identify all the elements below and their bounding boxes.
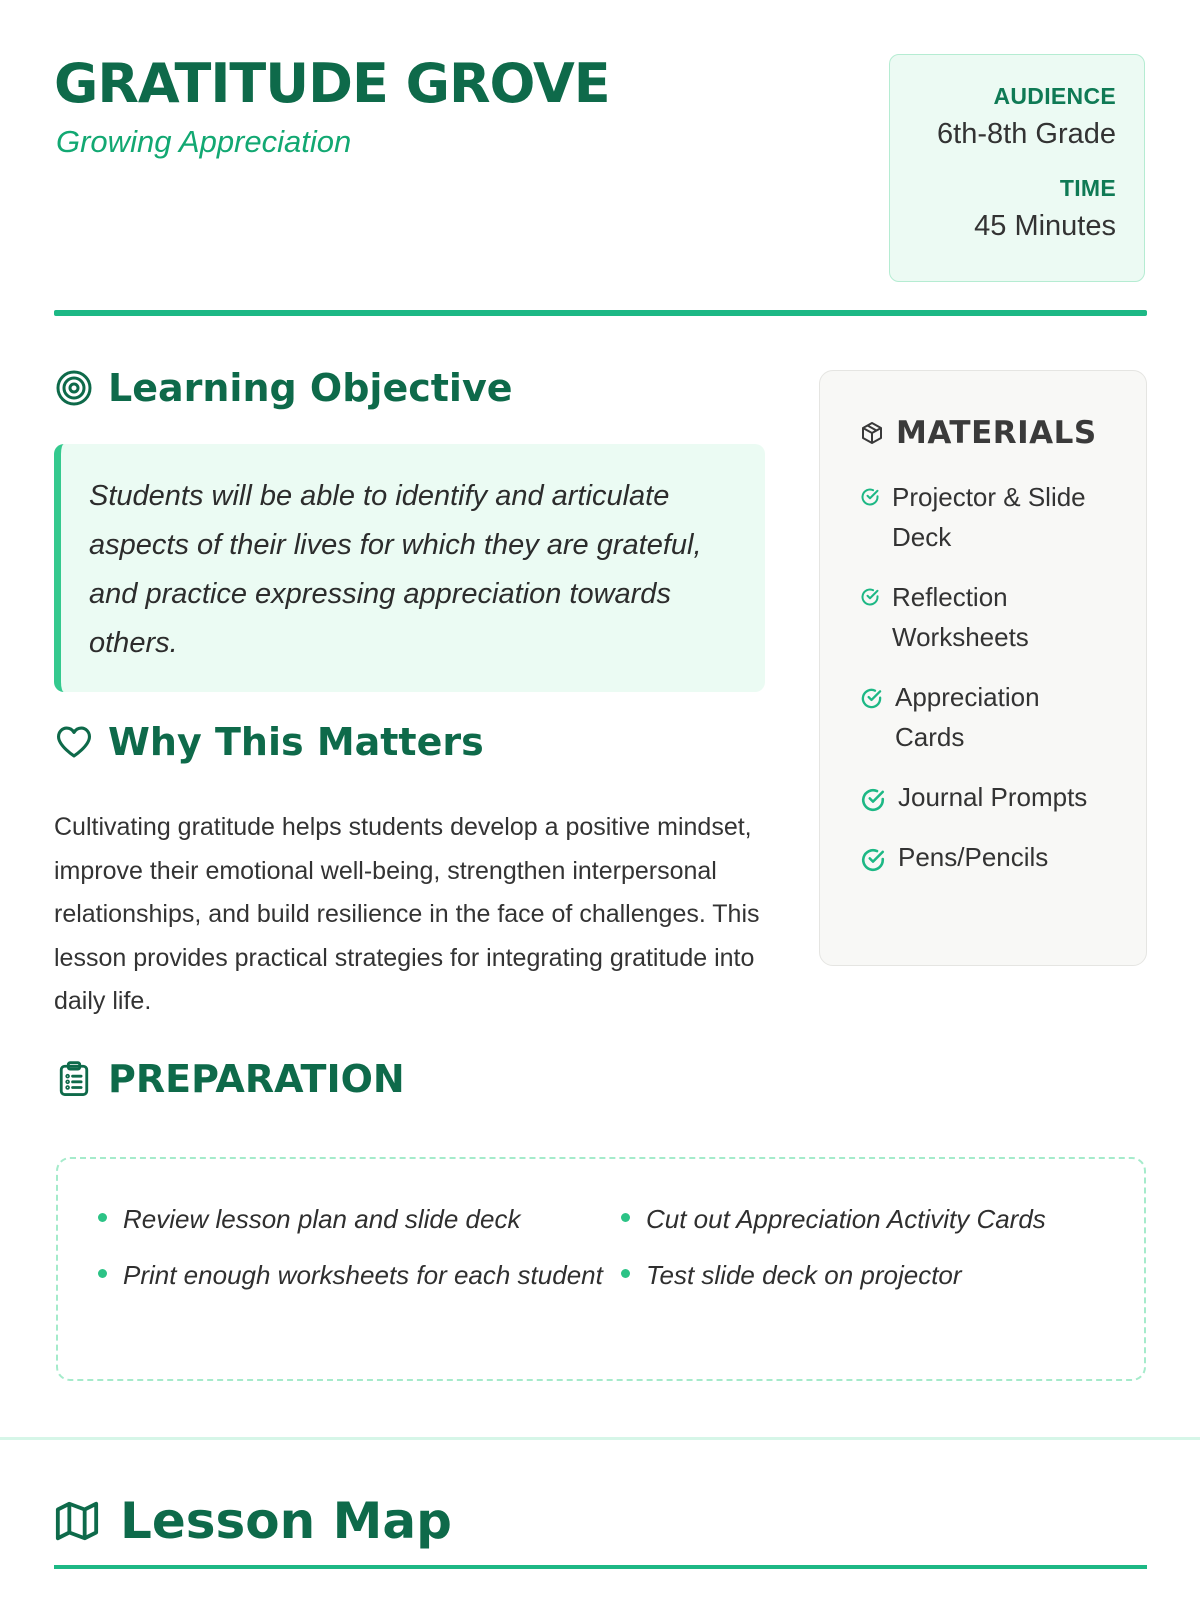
list-item — [621, 1255, 1071, 1295]
objective-heading-text: Learning Objective — [108, 366, 513, 410]
materials-heading — [860, 415, 1116, 451]
material-label: Reflection Worksheets — [892, 582, 1029, 652]
audience-value: 6th-8th Grade — [937, 118, 1116, 150]
list-item — [860, 777, 1116, 817]
map-icon — [54, 1498, 100, 1544]
check-circle-icon — [860, 687, 883, 710]
box-icon — [860, 421, 884, 445]
clipboard-icon — [54, 1059, 94, 1099]
check-circle-icon — [860, 587, 880, 607]
materials-list — [860, 477, 1116, 877]
preparation-box — [56, 1157, 1146, 1381]
objective-callout — [54, 444, 765, 692]
list-item — [860, 837, 1116, 877]
preparation-list — [98, 1199, 1104, 1295]
material-label: Pens/Pencils — [898, 842, 1049, 872]
lesson-map-heading — [54, 1492, 452, 1550]
check-circle-icon — [860, 847, 886, 873]
prep-text: Print enough worksheets for each student — [123, 1260, 603, 1290]
prep-text: Cut out Appreciation Activity Cards — [646, 1204, 1046, 1234]
list-item — [98, 1255, 621, 1295]
bullet-dot — [621, 1269, 630, 1278]
objective-heading — [54, 366, 513, 410]
why-paragraph: Cultivating gratitude helps students develop a positive mindset, improve their emotional well-being, strengthen interpersonal relationships, and build resilience in the face of challenges. This lesson provides practical strategies for integrating gratitude into daily life. — [54, 813, 760, 1015]
material-label: Projector & Slide Deck — [892, 482, 1086, 552]
preparation-heading-text: PREPARATION — [108, 1057, 405, 1101]
list-item — [860, 577, 1116, 657]
prep-text: Review lesson plan and slide deck — [123, 1204, 521, 1234]
page-title: GRATITUDE GROVE — [54, 52, 610, 115]
heart-icon — [54, 722, 94, 762]
why-heading — [54, 720, 484, 764]
material-label: Appreciation Cards — [895, 682, 1040, 752]
list-item — [621, 1199, 1071, 1239]
lesson-map-heading-text: Lesson Map — [120, 1492, 452, 1550]
bullet-dot — [98, 1269, 107, 1278]
material-label: Journal Prompts — [898, 782, 1088, 812]
lesson-map-underline — [54, 1565, 1147, 1569]
materials-heading-text: MATERIALS — [896, 415, 1097, 451]
header-divider — [54, 310, 1147, 316]
time-label: TIME — [1059, 175, 1116, 201]
prep-text: Test slide deck on projector — [646, 1260, 962, 1290]
info-card — [889, 54, 1145, 282]
preparation-heading — [54, 1057, 405, 1101]
list-item — [860, 677, 1116, 757]
objective-text: Students will be able to identify and articulate aspects of their lives for which they are grateful, and practice expressing appreciation towards others. — [89, 480, 702, 659]
time-value: 45 Minutes — [974, 210, 1116, 242]
bullet-dot — [98, 1213, 107, 1222]
materials-card — [819, 370, 1147, 966]
list-item — [860, 477, 1116, 557]
section-divider — [0, 1437, 1200, 1440]
page-subtitle: Growing Appreciation — [56, 124, 352, 159]
check-circle-icon — [860, 787, 886, 813]
check-circle-icon — [860, 487, 880, 507]
target-icon — [54, 368, 94, 408]
list-item — [98, 1199, 621, 1239]
why-heading-text: Why This Matters — [108, 720, 484, 764]
bullet-dot — [621, 1213, 630, 1222]
audience-label: AUDIENCE — [993, 83, 1116, 109]
